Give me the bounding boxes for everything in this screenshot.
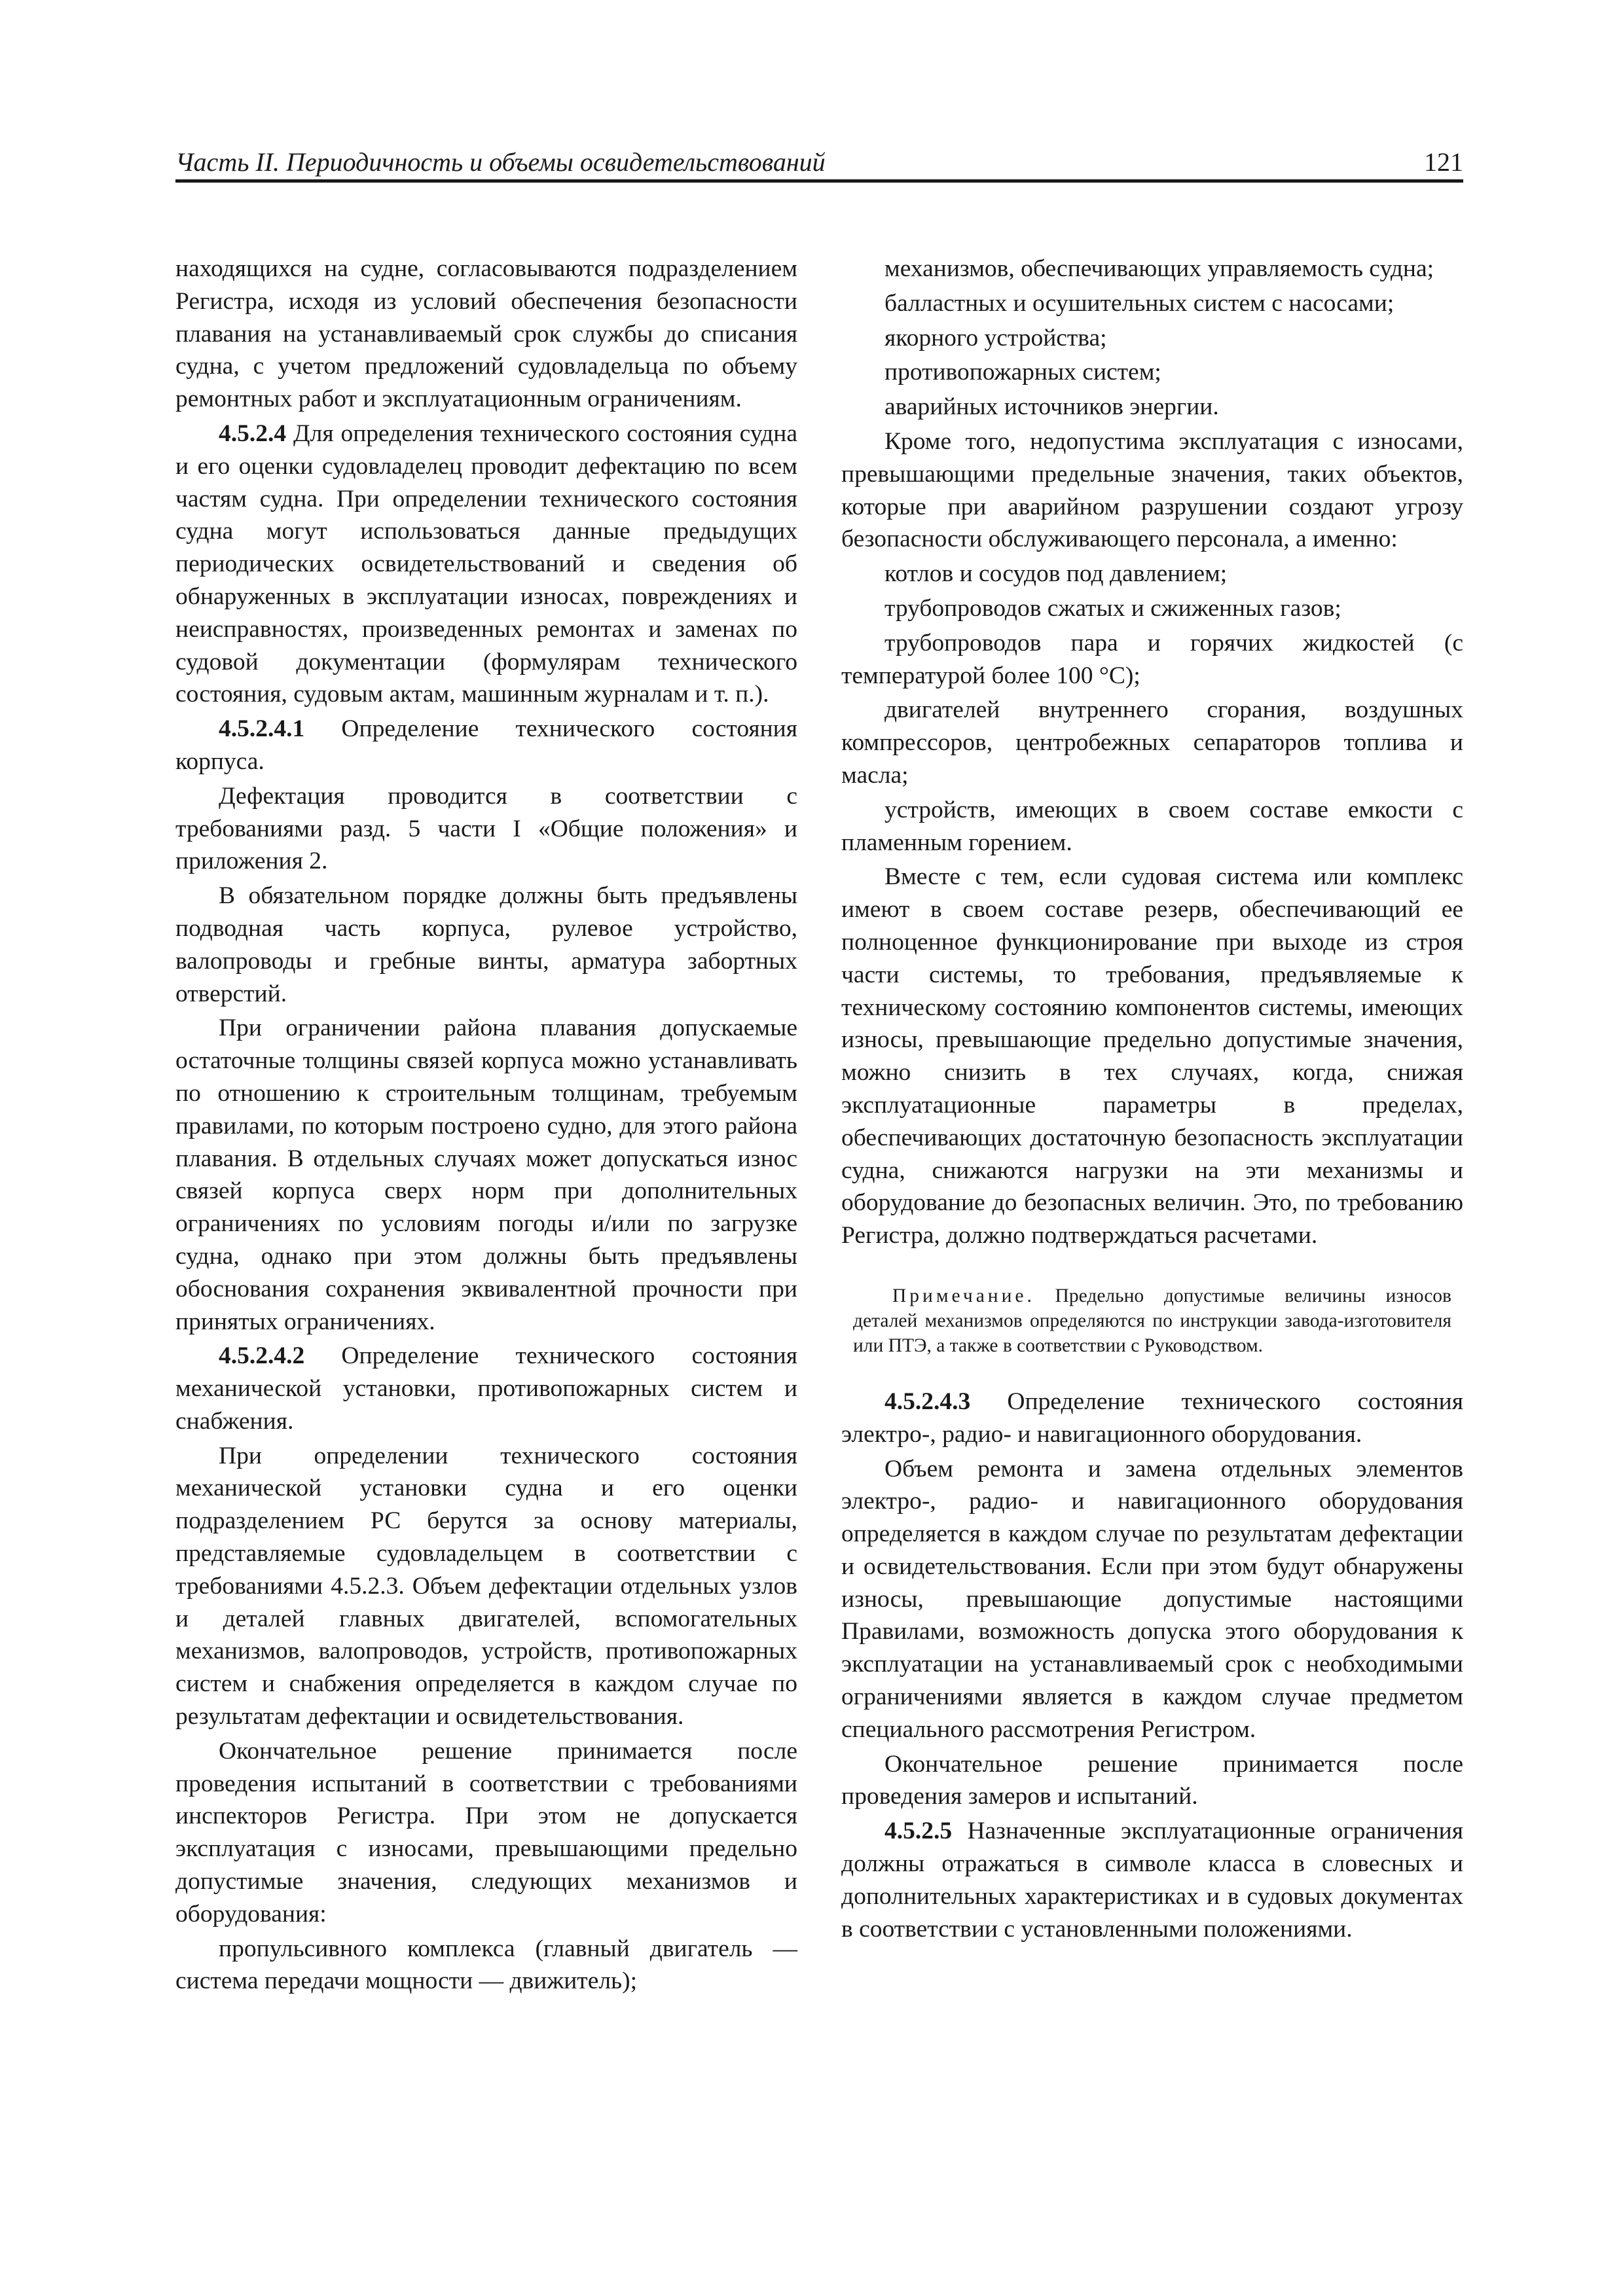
left-column	[175, 253, 797, 2000]
section-number: 4.5.2.4.2	[219, 1342, 305, 1370]
list-item: балластных и осушительных систем с насосами;	[884, 289, 1395, 317]
list-item: противопожарных систем;	[884, 359, 1161, 386]
paragraph-4-5-2-4	[175, 418, 797, 711]
paragraph-text: Определение технического состояния электро-, радио- и навигационного оборудования.	[841, 1388, 1463, 1448]
list-item: котлов и сосудов под давлением;	[884, 560, 1228, 588]
running-title: Часть II. Периодичность и объемы освидетельствований	[175, 147, 826, 177]
section-number: 4.5.2.4	[219, 420, 287, 447]
section-number: 4.5.2.4.3	[884, 1388, 971, 1415]
list-item: аварийных источников энергии.	[884, 393, 1219, 421]
paragraph: Окончательное решение принимается после проведения замеров и испытаний.	[841, 1750, 1463, 1810]
header-rule	[175, 179, 1463, 183]
note-text: Предельно допустимые величины износов деталей механизмов определяются по инструкции завода-изготовителя или ПТЭ, а также в соответствии с Руководством.	[853, 1285, 1451, 1356]
paragraph-4-5-2-4-3	[841, 1386, 1463, 1451]
paragraph: находящихся на судне, согласовываются подразделением Регистра, исходя из условий обеспечения безопасности плавания на устанавливаемый срок службы до списания судна, с учетом предложений судовладельца по объему ремонтных работ и эксплуатационным ограничениям.	[175, 255, 797, 413]
list-item: трубопроводов сжатых и сжиженных газов;	[884, 594, 1341, 622]
page-number: 121	[1424, 147, 1463, 177]
right-column	[841, 253, 1463, 1947]
list-item: пропульсивного комплекса (главный двигатель — система передачи мощности — движитель);	[175, 1935, 797, 1995]
paragraph: При ограничении района плавания допускаемые остаточные толщины связей корпуса можно устанавливать по отношению к строительным толщинам, требуемым правилами, по которым построено судно, для этого района плавания. В отдельных случаях может допускаться износ связей корпуса сверх норм при дополнительных ограничениях по условиям погоды и/или по загрузке судна, однако при этом должны быть предъявлены обоснования сохранения эквивалентной прочности при принятых ограничениях.	[175, 1014, 797, 1335]
list-item: устройств, имеющих в своем составе емкости с пламенным горением.	[841, 796, 1463, 856]
list-item: якорного устройства;	[884, 324, 1107, 351]
paragraph-text: Определение технического состояния механической установки, противопожарных систем и снабжения.	[175, 1342, 797, 1435]
paragraph: Вместе с тем, если судовая система или комплекс имеют в своем составе резерв, обеспечивающий ее полноценное функционирование при выходе из строя части системы, то требования, предъявляемые к техническому состоянию компонентов системы, имеющих износы, превышающие предельно допустимые значения, можно снизить в тех случаях, когда, снижая эксплуатационные параметры в пределах, обеспечивающих достаточную безопасность эксплуатации судна, снижаются нагрузки на эти механизмы и оборудование до безопасных величин. Это, по требованию Регистра, должно подтверждаться расчетами.	[841, 863, 1463, 1249]
paragraph: Объем ремонта и замена отдельных элементов электро-, радио- и навигационного оборудования определяется в каждом случае по результатам дефектации и освидетельствования. Если при этом будут обнаружены износы, превышающие допустимые настоящими Правилами, возможность допуска этого оборудования к эксплуатации на устанавливаемый срок с необходимыми ограничениями является в каждом случае предметом специального рассмотрения Регистром.	[841, 1455, 1463, 1743]
list-item: двигателей внутреннего сгорания, воздушных компрессоров, центробежных сепараторов топлива и масла;	[841, 696, 1463, 789]
note	[841, 1283, 1463, 1358]
paragraph: Кроме того, недопустима эксплуатация с износами, превышающими предельные значения, таких объектов, которые при аварийном разрушении создают угрозу безопасности обслуживающего персонала, а именно:	[841, 427, 1463, 553]
page-header	[175, 145, 1463, 179]
paragraph: В обязательном порядке должны быть предъявлены подводная часть корпуса, рулевое устройство, валопроводы и гребные винты, арматура забортных отверстий.	[175, 882, 797, 1007]
section-number: 4.5.2.5	[884, 1818, 953, 1845]
paragraph-4-5-2-5	[841, 1815, 1463, 1945]
paragraph: Дефектация проводится в соответствии с требованиями разд. 5 части I «Общие положения» и приложения 2.	[175, 782, 797, 875]
list-item: трубопроводов пара и горячих жидкостей (с температурой более 100 °С);	[841, 629, 1463, 689]
section-number: 4.5.2.4.1	[219, 715, 305, 743]
paragraph-4-5-2-4-2	[175, 1340, 797, 1437]
note-label: Примечание.	[892, 1285, 1035, 1306]
paragraph-text: Для определения технического состояния судна и его оценки судовладелец проводит дефектацию по всем частям судна. При определении технического состояния судна могут использоваться данные предыдущих периодических освидетельствований и сведения об обнаруженных в эксплуатации износах, повреждениях и неисправностях, произведенных ремонтах и заменах по судовой документации (формулярам технического состояния, судовым актам, машинным журналам и т. п.).	[175, 420, 797, 708]
paragraph-text: Определение технического состояния корпуса.	[175, 715, 797, 775]
list-item: механизмов, обеспечивающих управляемость судна;	[884, 255, 1434, 282]
paragraph-text: Назначенные эксплуатационные ограничения должны отражаться в символе класса в словесных и дополнительных характеристиках и в судовых документах в соответствии с установленными положениями.	[841, 1818, 1463, 1943]
paragraph: При определении технического состояния механической установки судна и его оценки подразделением РС берутся за основу материалы, представляемые судовладельцем в соответствии с требованиями 4.5.2.3. Объем дефектации отдельных узлов и деталей главных двигателей, вспомогательных механизмов, валопроводов, устройств, противопожарных систем и снабжения определяется в каждом случае по результатам дефектации и освидетельствования.	[175, 1442, 797, 1731]
paragraph-4-5-2-4-1	[175, 713, 797, 778]
paragraph: Окончательное решение принимается после проведения испытаний в соответствии с требованиями инспекторов Регистра. При этом не допускается эксплуатация с износами, превышающими предельно допустимые значения, следующих механизмов и оборудования:	[175, 1737, 797, 1928]
